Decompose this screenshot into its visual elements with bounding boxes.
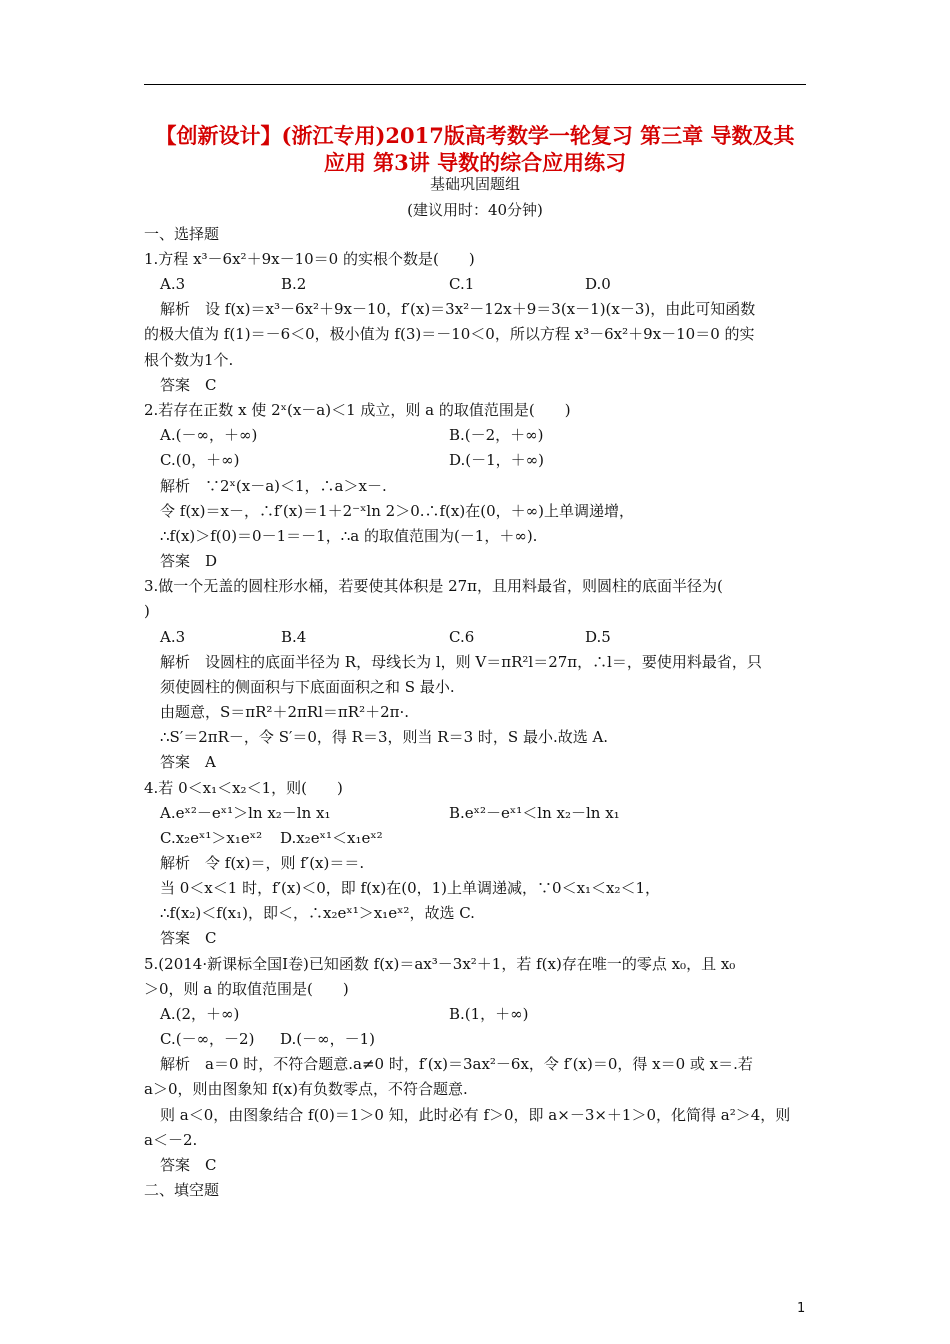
question-2-option-b: B.(－2，＋∞) (449, 426, 544, 444)
question-3-stem-cont: ) (144, 602, 150, 620)
question-4-option-a: A.eˣ²－eˣ¹＞ln x₂－ln x₁ (160, 804, 331, 822)
question-4-solution-line: 解析 令 f(x)＝，则 f′(x)＝＝. (160, 854, 365, 872)
question-3-option-a: A.3 (160, 628, 186, 646)
question-4-option-d: D.x₂eˣ¹＜x₁eˣ² (280, 829, 383, 847)
question-5-option-a: A.(2，＋∞) (160, 1005, 240, 1023)
question-1-solution-line: 根个数为1个. (144, 351, 234, 369)
question-3-answer: 答案 A (160, 753, 216, 771)
question-4-answer: 答案 C (160, 929, 217, 947)
question-5-option-b: B.(1，＋∞) (449, 1005, 529, 1023)
page-number: 1 (797, 1301, 806, 1316)
question-3-option-b: B.4 (281, 628, 307, 646)
question-5-option-c: C.(－∞，－2) (160, 1030, 255, 1048)
question-2-option-a: A.(－∞，＋∞) (160, 426, 258, 444)
header-rule (144, 84, 806, 85)
question-4-option-b: B.eˣ²－eˣ¹＜ln x₂－ln x₁ (449, 804, 620, 822)
question-4-option-c: C.x₂eˣ¹＞x₁eˣ² (160, 829, 263, 847)
question-2-option-d: D.(－1，＋∞) (449, 451, 545, 469)
question-3-solution-line: 解析 设圆柱的底面半径为 R，母线长为 l，则 V＝πR²l＝27π，∴l＝，要使用料最省，只 (160, 653, 762, 671)
question-2-solution-line: 令 f(x)＝x－，∴f′(x)＝1＋2⁻ˣln 2＞0.∴f(x)在(0，＋∞)上单调递增， (160, 502, 634, 520)
question-2-solution-line: 解析 ∵2ˣ(x－a)＜1，∴a＞x－. (160, 477, 387, 495)
suggested-time: (建议用时：40分钟) (407, 201, 543, 219)
question-1-solution-line: 解析 设 f(x)＝x³－6x²＋9x－10，f′(x)＝3x²－12x＋9＝3(x－1)(x－3)，由此可知函数 (160, 300, 756, 318)
question-5-solution-line: a＞0，则由图象知 f(x)有负数零点，不符合题意. (144, 1080, 468, 1098)
question-1-solution-line: 的极大值为 f(1)＝－6＜0，极小值为 f(3)＝－10＜0，所以方程 x³－6x²＋9x－10＝0 的实 (144, 325, 755, 343)
question-1-option-d: D.0 (585, 275, 611, 293)
question-3-solution-line: ∴S′＝2πR－，令 S′＝0，得 R＝3，则当 R＝3 时，S 最小.故选 A. (160, 728, 609, 746)
question-5-solution-line: a＜－2. (144, 1131, 198, 1149)
question-1-option-a: A.3 (160, 275, 186, 293)
question-3-option-c: C.6 (449, 628, 475, 646)
section-heading-choice: 一、选择题 (144, 225, 220, 243)
document-title (144, 122, 806, 176)
question-3-solution-line: 由题意，S＝πR²＋2πRl＝πR²＋2π·. (160, 703, 410, 721)
question-5-solution-line: 解析 a＝0 时，不符合题意.a≠0 时，f′(x)＝3ax²－6x，令 f′(x)＝0，得 x＝0 或 x＝.若 (160, 1055, 753, 1073)
question-1-option-c: C.1 (449, 275, 475, 293)
question-1-stem: 1.方程 x³－6x²＋9x－10＝0 的实根个数是( ) (144, 250, 475, 268)
question-3-option-d: D.5 (585, 628, 611, 646)
question-3-stem: 3.做一个无盖的圆柱形水桶，若要使其体积是 27π，且用料最省，则圆柱的底面半径为( (144, 577, 723, 595)
question-1-answer: 答案 C (160, 376, 217, 394)
question-2-answer: 答案 D (160, 552, 218, 570)
question-5-stem: 5.(2014·新课标全国Ⅰ卷)已知函数 f(x)＝ax³－3x²＋1，若 f(x)存在唯一的零点 x₀，且 x₀ (144, 955, 736, 973)
title-line-1: 【创新设计】(浙江专用)2017版高考数学一轮复习 第三章 导数及其 (155, 123, 795, 148)
question-2-option-c: C.(0，＋∞) (160, 451, 240, 469)
question-5-solution-line: 则 a＜0，由图象结合 f(0)＝1＞0 知，此时必有 f＞0，即 a×－3×＋1＞0，化简得 a²＞4，则 (160, 1106, 791, 1124)
question-2-stem: 2.若存在正数 x 使 2ˣ(x－a)＜1 成立，则 a 的取值范围是( ) (144, 401, 571, 419)
question-5-answer: 答案 C (160, 1156, 217, 1174)
question-5-option-d: D.(－∞，－1) (280, 1030, 376, 1048)
question-4-solution-line: ∴f(x₂)＜f(x₁)，即＜，∴x₂eˣ¹＞x₁eˣ²，故选 C. (160, 904, 475, 922)
question-3-solution-line: 须使圆柱的侧面积与下底面面积之和 S 最小. (160, 678, 455, 696)
question-1-option-b: B.2 (281, 275, 307, 293)
section-heading-fill-in: 二、填空题 (144, 1181, 220, 1199)
group-label: 基础巩固题组 (429, 175, 520, 193)
question-4-solution-line: 当 0＜x＜1 时，f′(x)＜0，即 f(x)在(0，1)上单调递减，∵0＜x₁＜x₂＜1， (160, 879, 661, 897)
question-4-stem: 4.若 0＜x₁＜x₂＜1，则( ) (144, 779, 343, 797)
question-2-solution-line: ∴f(x)＞f(0)＝0－1＝－1，∴a 的取值范围为(－1，＋∞). (160, 527, 538, 545)
title-line-2: 应用 第3讲 导数的综合应用练习 (323, 150, 627, 175)
question-5-stem-cont: ＞0，则 a 的取值范围是( ) (144, 980, 349, 998)
